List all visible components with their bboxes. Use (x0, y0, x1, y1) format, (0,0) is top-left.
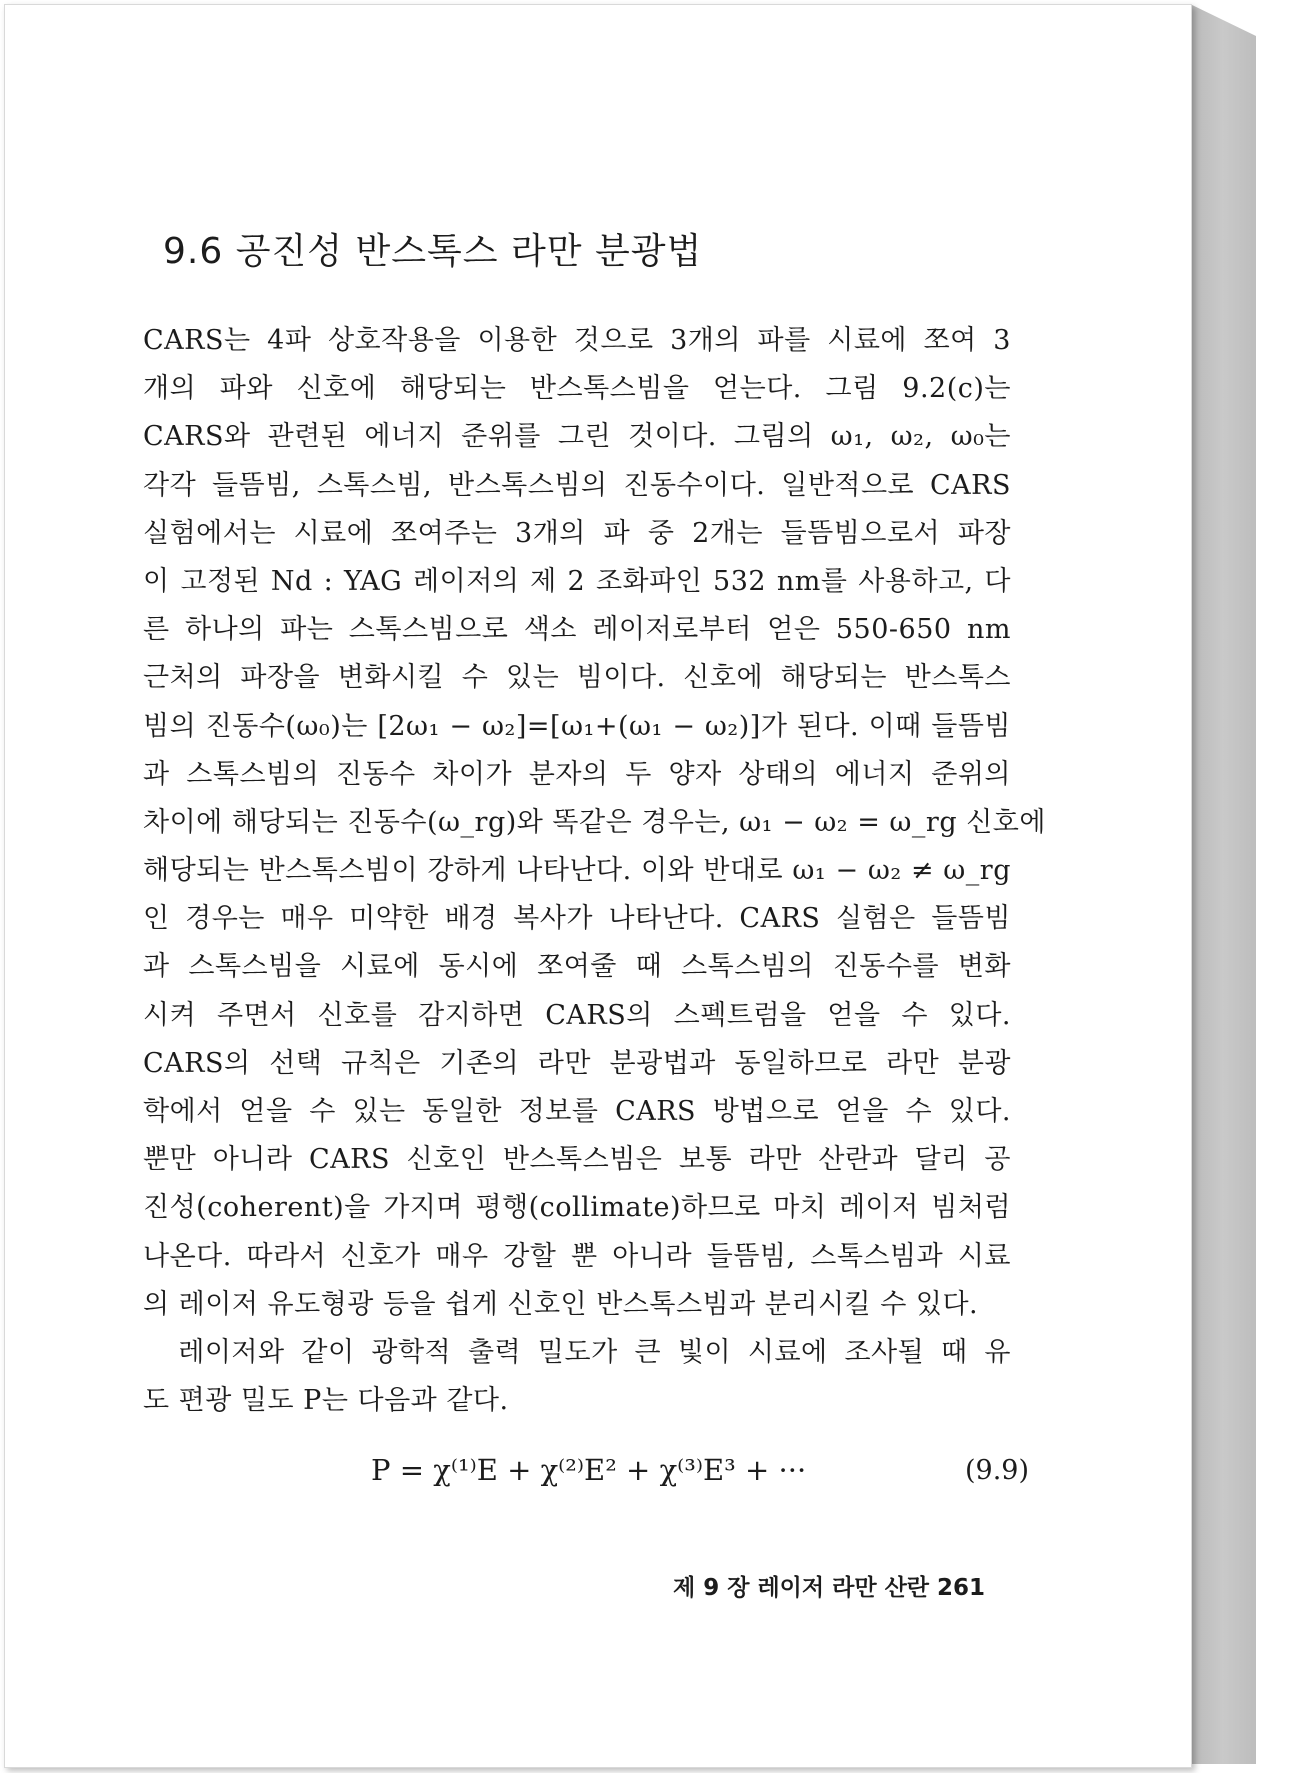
page-footer: 제 9 장 레이저 라만 산란 261 (673, 1575, 986, 1601)
text-line: CARS의 선택 규칙은 기존의 라만 분광법과 동일하므로 라만 분광 (143, 1047, 1011, 1079)
text-line: 과 스톡스빔의 진동수 차이가 분자의 두 양자 상태의 에너지 준위의 (143, 758, 1011, 790)
book-page-stack-edge (1190, 4, 1256, 1764)
equation-number: (9.9) (965, 1455, 1030, 1486)
text-line: 차이에 해당되는 진동수(ω_rg)와 똑같은 경우는, ω₁ − ω₂ = ω_rg 신호에 (143, 806, 1046, 838)
book-page (4, 4, 1192, 1768)
text-line: 빔의 진동수(ω₀)는 [2ω₁ − ω₂]=[ω₁+(ω₁ − ω₂)]가 된다. 이때 들뜸빔 (143, 710, 1011, 742)
text-line: 이 고정된 Nd : YAG 레이저의 제 2 조화파인 532 nm를 사용하고, 다 (143, 565, 1011, 597)
text-line: 뿐만 아니라 CARS 신호인 반스톡스빔은 보통 라만 산란과 달리 공 (143, 1144, 1011, 1176)
text-line: 과 스톡스빔을 시료에 동시에 쪼여줄 때 스톡스빔의 진동수를 변화 (143, 951, 1011, 983)
text-line: 해당되는 반스톡스빔이 강하게 나타난다. 이와 반대로 ω₁ − ω₂ ≠ ω_rg (143, 855, 1011, 887)
text-line: CARS와 관련된 에너지 준위를 그린 것이다. 그림의 ω₁, ω₂, ω₀는 (143, 421, 1011, 453)
section-heading: 9.6 공진성 반스톡스 라만 분광법 (163, 231, 703, 272)
text-line: 시켜 주면서 신호를 감지하면 CARS의 스펙트럼을 얻을 수 있다. (143, 999, 1011, 1031)
text-line: 근처의 파장을 변화시킬 수 있는 빔이다. 신호에 해당되는 반스톡스 (143, 662, 1011, 694)
text-line: 른 하나의 파는 스톡스빔으로 색소 레이저로부터 얻은 550-650 nm (143, 614, 1011, 646)
text-line: 진성(coherent)을 가지며 평행(collimate)하므로 마치 레이저 빔처럼 (143, 1192, 1011, 1224)
text-line: 인 경우는 매우 미약한 배경 복사가 나타난다. CARS 실험은 들뜸빔 (143, 903, 1011, 935)
text-line: 실험에서는 시료에 쪼여주는 3개의 파 중 2개는 들뜸빔으로서 파장 (143, 517, 1011, 549)
text-line: 의 레이저 유도형광 등을 쉽게 신호인 반스톡스빔과 분리시킬 수 있다. (143, 1288, 979, 1320)
text-line: CARS는 4파 상호작용을 이용한 것으로 3개의 파를 시료에 쪼여 3 (143, 325, 1011, 356)
text-line: 각각 들뜸빔, 스톡스빔, 반스톡스빔의 진동수이다. 일반적으로 CARS (143, 469, 1011, 501)
text-line: 나온다. 따라서 신호가 매우 강할 뿐 아니라 들뜸빔, 스톡스빔과 시료 (143, 1240, 1011, 1272)
text-line: 도 편광 밀도 P는 다음과 같다. (143, 1385, 509, 1417)
text-line: 개의 파와 신호에 해당되는 반스톡스빔을 얻는다. 그림 9.2(c)는 (143, 373, 1011, 405)
equation: P = χ⁽¹⁾E + χ⁽²⁾E² + χ⁽³⁾E³ + ··· (371, 1453, 807, 1487)
text-line: 레이저와 같이 광학적 출력 밀도가 큰 빛이 시료에 조사될 때 유 (143, 1336, 1011, 1368)
text-line: 학에서 얻을 수 있는 동일한 정보를 CARS 방법으로 얻을 수 있다. (143, 1096, 1011, 1127)
body-paragraph (143, 317, 1046, 1425)
